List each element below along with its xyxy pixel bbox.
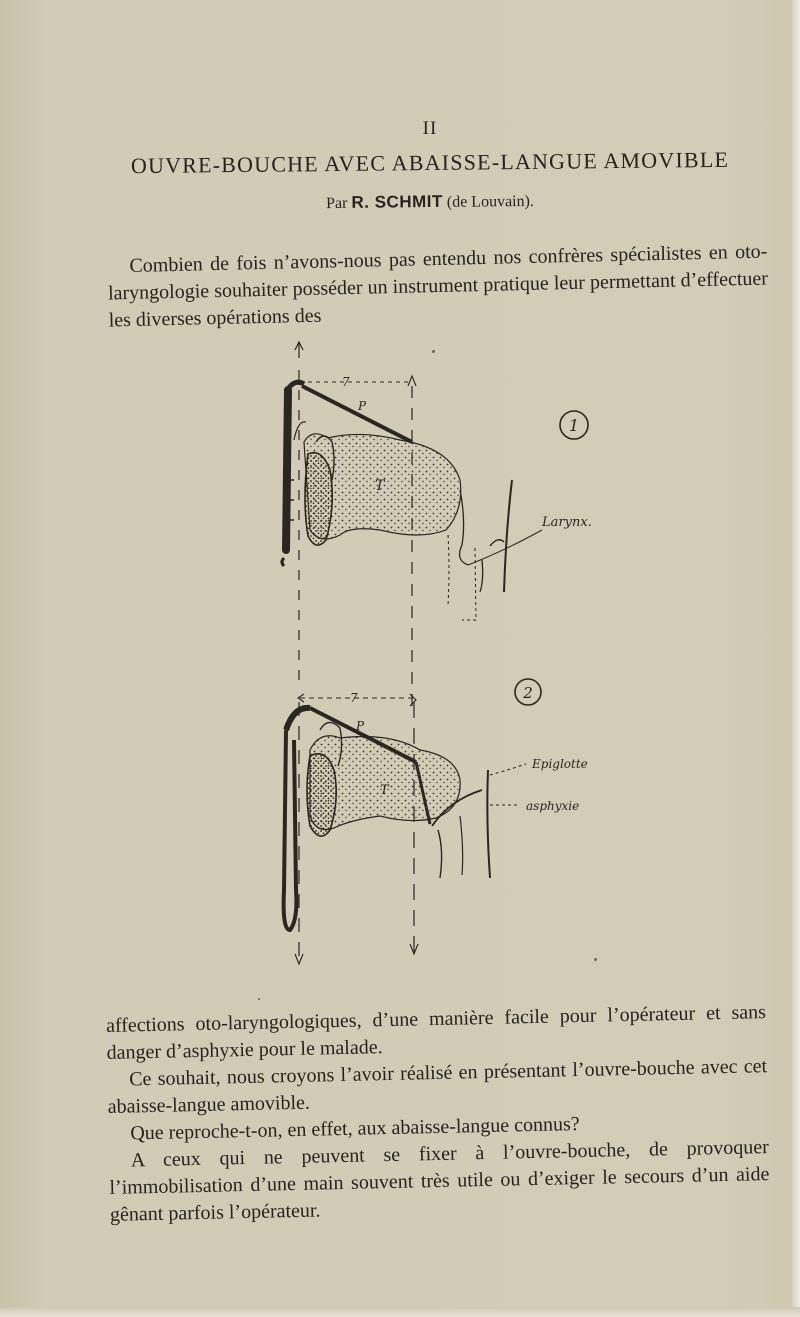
figure-drawing (250, 330, 630, 990)
paper-speck (258, 998, 260, 1000)
figure-2-number: 2 (523, 684, 533, 702)
chapter-number: II (422, 118, 438, 139)
paragraph: Que reproche-t-on, en effet, aux abaisse-langue connus? (130, 1113, 580, 1145)
paragraph: A ceux qui ne peuvent se fixer à l’ouvre-bouche, de provoquer l’immobilisation d’une main souvent très utile ou d’exiger le secours d’un aide gênant parfois l’opérateur. (109, 1136, 770, 1226)
label-epiglottis: Epiglotte (532, 757, 588, 771)
byline-prefix: Par (326, 194, 348, 213)
label-p-fig1: P (358, 399, 367, 413)
paper-speck (432, 350, 435, 353)
author-affiliation: (de Louvain). (446, 192, 534, 211)
label-t-fig1: T (375, 478, 385, 494)
paragraph: affections oto-laryngologiques, d’une manière facile pour l’opérateur et sans danger d’asphyxie pour le malade. (105, 1001, 767, 1064)
paragraph: Ce souhait, nous croyons l’avoir réalisé en présentant l’ouvre-bouche avec cet abaisse-langue amovible. (107, 1055, 768, 1118)
paragraph: Combien de fois n’avons-nous pas entendu nos confrères spécialistes en oto-laryngologie souhaiter posséder un instrument pratique leur permettant d’effectuer les diverses opérations des (107, 240, 769, 332)
figure-2-drawing (284, 679, 541, 964)
page-edge-bottom (0, 1307, 800, 1317)
body-text-bottom (106, 999, 770, 1229)
label-7-fig1: 7 (342, 375, 350, 389)
body-text-top (107, 239, 769, 335)
label-t-fig2: T (380, 783, 389, 798)
instrument-illustration (250, 330, 630, 990)
byline (0, 187, 800, 216)
label-7-fig2: 7 (350, 691, 358, 705)
label-larynx: Larynx. (542, 515, 592, 530)
label-asphyxia: asphyxie (526, 799, 580, 813)
article-title: OUVRE-BOUCHE AVEC ABAISSE-LANGUE AMOVIBLE (130, 146, 730, 179)
paper-speck (594, 958, 597, 961)
figure-1-number: 1 (568, 416, 580, 435)
label-p-fig2: P (356, 719, 365, 733)
author-name: R. SCHMIT (351, 191, 443, 212)
